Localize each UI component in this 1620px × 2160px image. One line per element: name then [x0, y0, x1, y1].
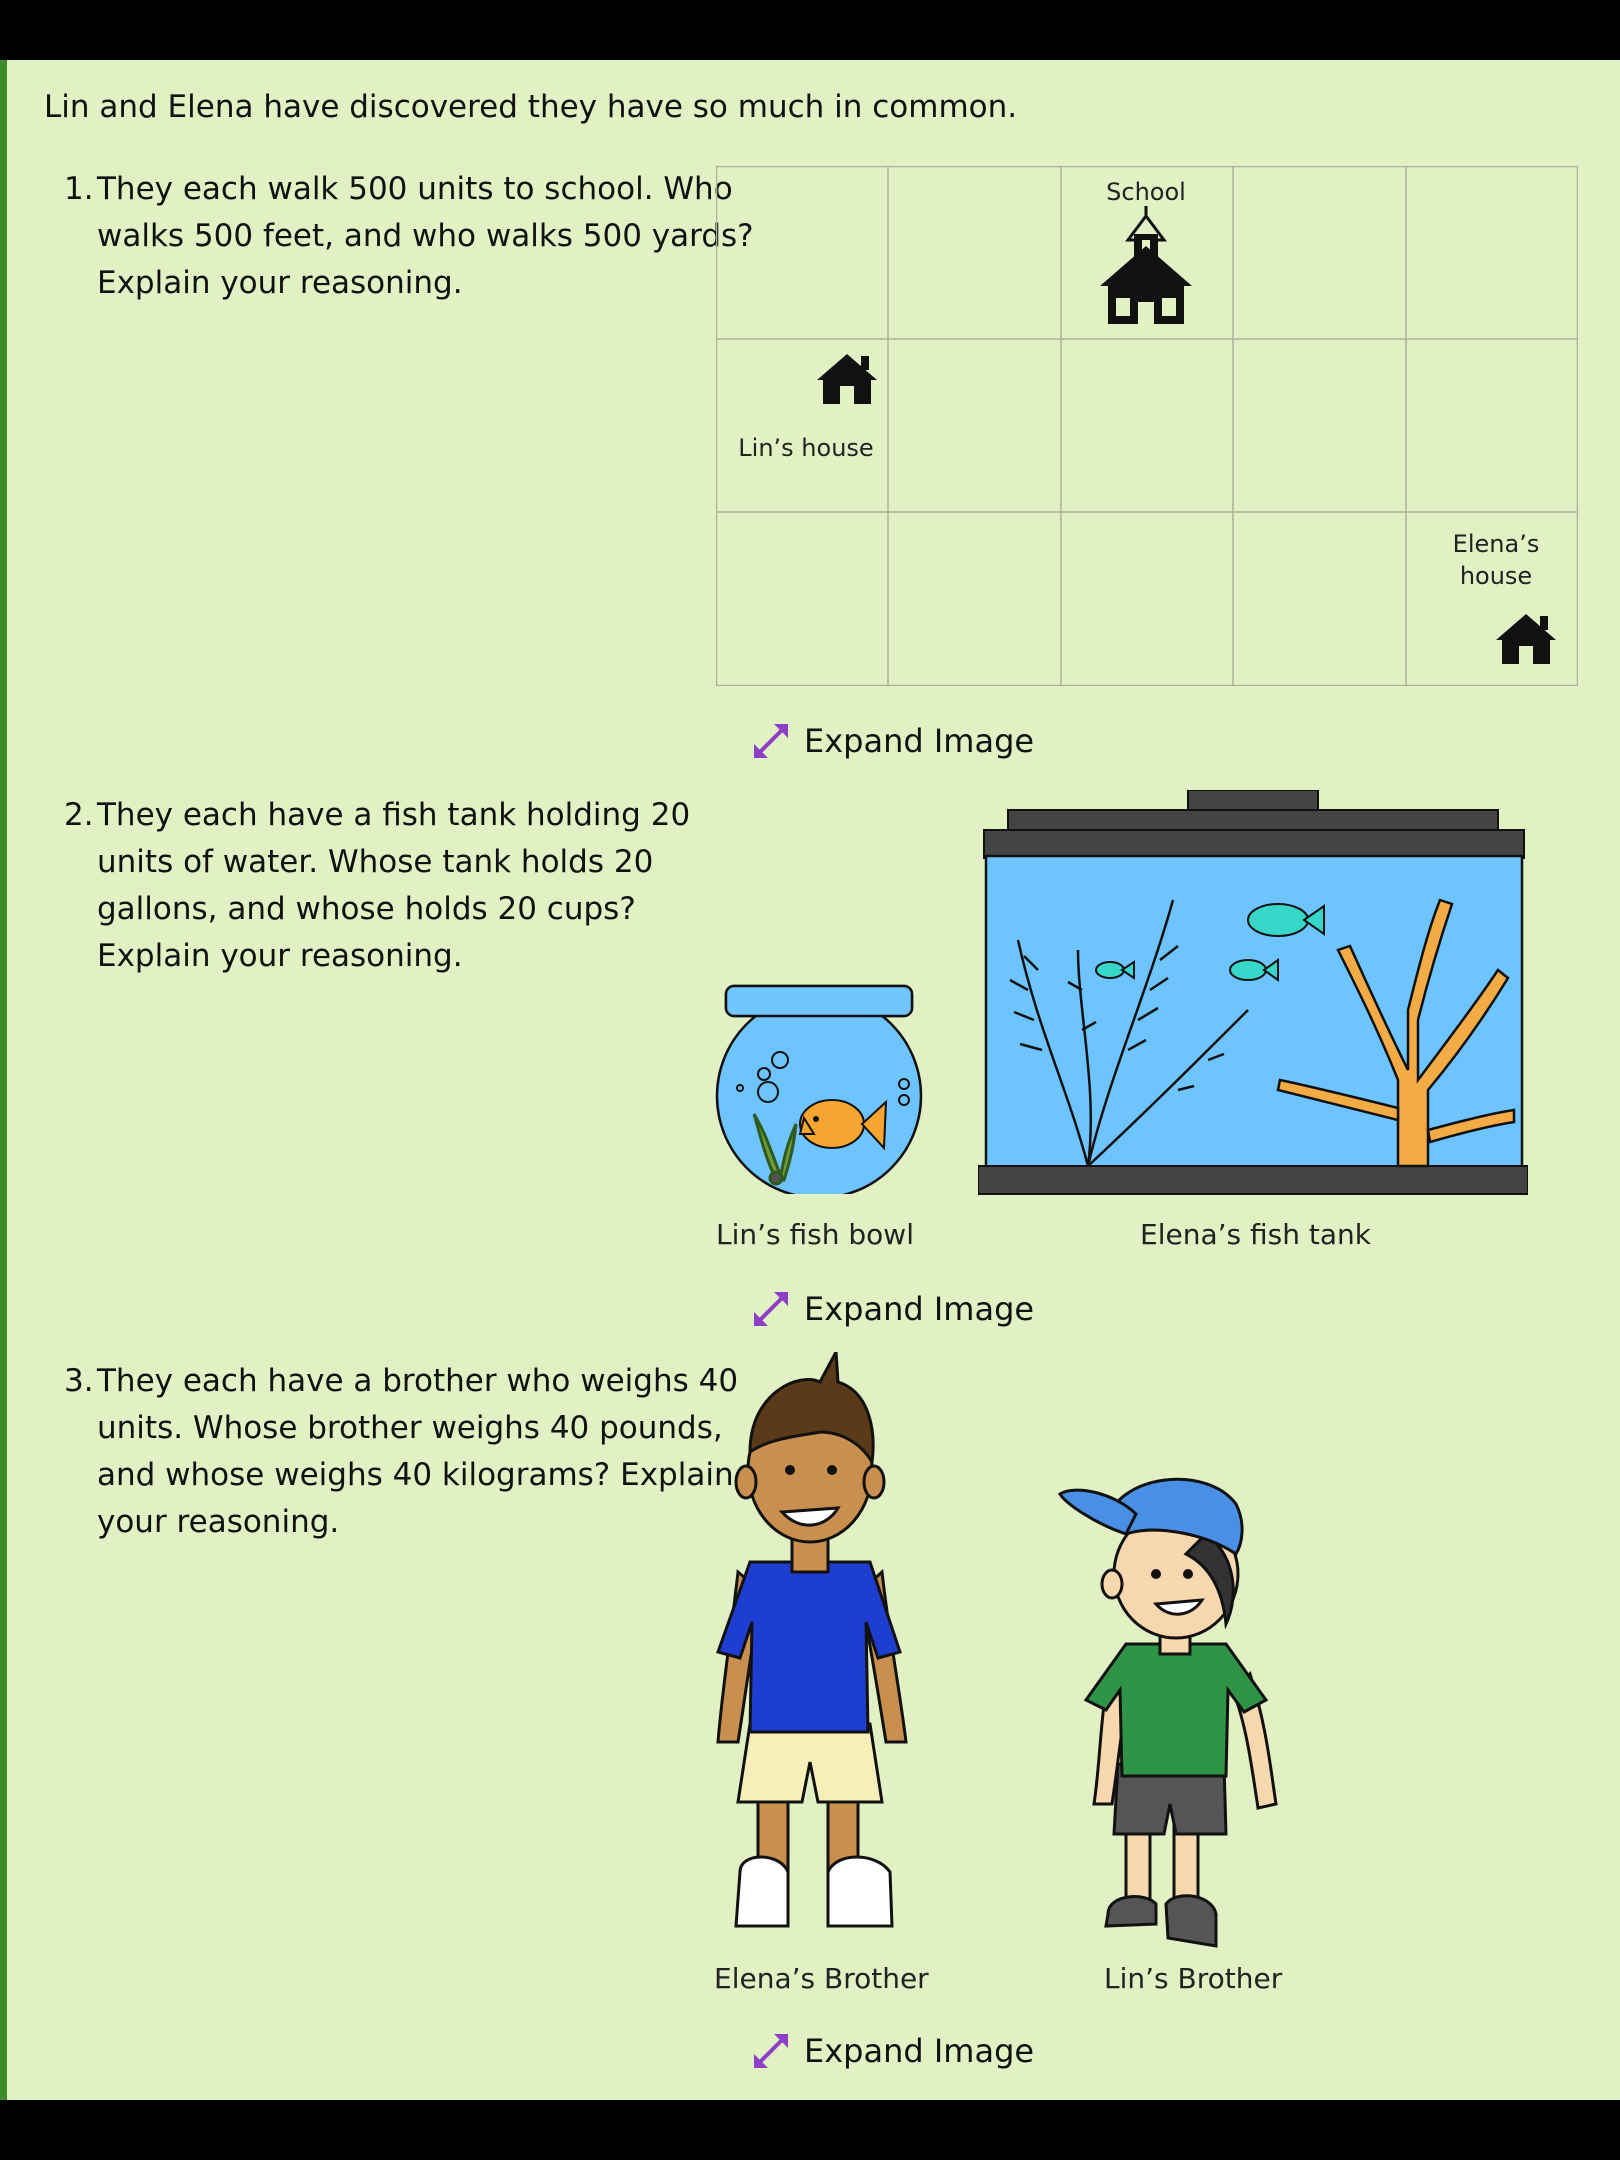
elena-house-icon	[1496, 614, 1556, 664]
expand-image-label: Expand Image	[804, 1290, 1035, 1328]
question-3-line-4: your reasoning.	[97, 1504, 340, 1540]
map-grid-lines	[716, 166, 1578, 686]
question-2-line-4: Explain your reasoning.	[97, 938, 463, 974]
question-1-line-2: walks 500 feet, and who walks 500 yards?	[97, 218, 754, 254]
panel-left-border	[0, 60, 7, 2100]
fish-tank-image	[978, 790, 1528, 1200]
school-label: School	[1106, 178, 1186, 206]
intro-text: Lin and Elena have discovered they have so much in common.	[44, 89, 1018, 125]
question-3-line-1: They each have a brother who weighs 40	[97, 1363, 739, 1399]
fish-bowl-image	[714, 984, 924, 1194]
elena-house-label-line-1: Elena’s	[1452, 530, 1540, 558]
fish-tank-caption: Elena’s fish tank	[1140, 1218, 1371, 1251]
question-3-line-3: and whose weighs 40 kilograms? Explain	[97, 1457, 734, 1493]
question-1-line-1: They each walk 500 units to school. Who	[97, 171, 733, 207]
elena-brother-caption: Elena’s Brother	[714, 1962, 929, 1995]
expand-icon	[750, 2030, 792, 2072]
map-grid	[716, 166, 1578, 686]
elena-brother-image	[710, 1352, 920, 1942]
expand-icon	[750, 720, 792, 762]
question-number: 3.	[64, 1363, 94, 1399]
expand-image-button-1[interactable]	[750, 720, 1034, 762]
lin-brother-image	[1056, 1464, 1286, 1954]
question-number: 1.	[64, 171, 94, 207]
school-icon	[1100, 206, 1192, 324]
lin-house-label: Lin’s house	[738, 434, 874, 462]
lin-house-icon	[817, 354, 877, 404]
question-3-line-2: units. Whose brother weighs 40 pounds,	[97, 1410, 723, 1446]
question-1-line-3: Explain your reasoning.	[97, 265, 463, 301]
expand-icon	[750, 1288, 792, 1330]
fish-bowl-caption: Lin’s fish bowl	[716, 1218, 914, 1251]
question-2-line-2: units of water. Whose tank holds 20	[97, 844, 654, 880]
question-2-line-3: gallons, and whose holds 20 cups?	[97, 891, 636, 927]
expand-image-label: Expand Image	[804, 2032, 1035, 2070]
top-bar	[0, 0, 1620, 60]
elena-house-label-line-2: house	[1459, 562, 1533, 590]
question-2-line-1: They each have a fish tank holding 20	[97, 797, 691, 833]
question-number: 2.	[64, 797, 94, 833]
expand-image-button-3[interactable]	[750, 2030, 1034, 2072]
bottom-bar	[0, 2100, 1620, 2160]
expand-image-label: Expand Image	[804, 722, 1035, 760]
lin-brother-caption: Lin’s Brother	[1104, 1962, 1283, 1995]
expand-image-button-2[interactable]	[750, 1288, 1034, 1330]
